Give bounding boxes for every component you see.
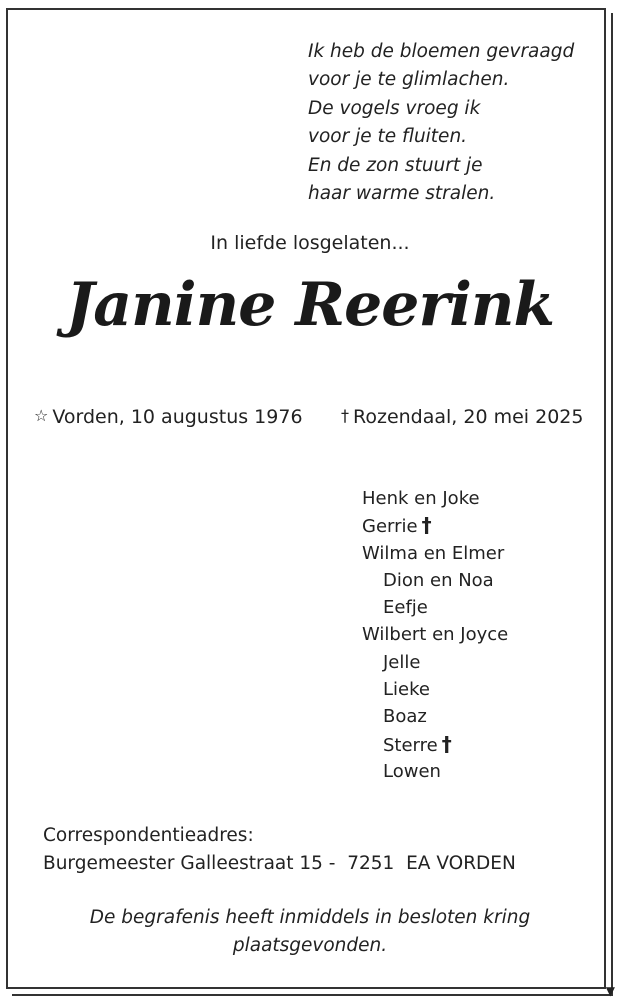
family-member bbox=[362, 567, 508, 594]
death-info bbox=[341, 406, 583, 428]
family-member bbox=[362, 621, 508, 648]
family-member bbox=[362, 512, 508, 539]
family-member bbox=[362, 703, 508, 730]
family-member-name: Lowen bbox=[383, 760, 441, 782]
poem-line: En de zon stuurt je bbox=[308, 154, 483, 176]
family-list bbox=[362, 485, 508, 785]
correspondence-label: Correspondentieadres: bbox=[43, 825, 254, 846]
family-member-name: Henk en Joke bbox=[362, 488, 480, 509]
family-member-name: Eefje bbox=[383, 597, 428, 619]
poem-line: haar warme stralen. bbox=[308, 183, 496, 205]
poem-line: voor je te fluiten. bbox=[308, 126, 468, 148]
family-member-name: Jelle bbox=[383, 651, 421, 673]
cross-icon: † bbox=[421, 513, 432, 538]
correspondence-block bbox=[43, 822, 516, 878]
family-member bbox=[362, 649, 508, 676]
cross-icon: † bbox=[441, 731, 452, 756]
family-member-name: Wilbert en Joyce bbox=[362, 624, 509, 646]
family-member bbox=[362, 731, 508, 758]
star-icon: ☆ bbox=[34, 406, 49, 425]
poem bbox=[308, 38, 574, 208]
funeral-note bbox=[0, 904, 620, 960]
deceased-name: Janine Reerink bbox=[65, 270, 555, 340]
funeral-note-line: De begrafenis heeft inmiddels in besloten kring bbox=[89, 907, 531, 928]
family-member-name: Lieke bbox=[383, 679, 430, 701]
family-member bbox=[362, 594, 508, 621]
family-member bbox=[362, 485, 508, 512]
intro-text: In liefde losgelaten... bbox=[210, 232, 410, 254]
family-member bbox=[362, 758, 508, 785]
birth-text: Vorden, 10 augustus 1976 bbox=[52, 406, 303, 428]
poem-line: De vogels vroeg ik bbox=[308, 97, 481, 119]
poem-line: Ik heb de bloemen gevraagd bbox=[308, 41, 575, 62]
family-member-name: Gerrie bbox=[362, 516, 418, 538]
family-member bbox=[362, 676, 508, 703]
death-text: Rozendaal, 20 mei 2025 bbox=[353, 406, 584, 428]
poem-line: voor je te glimlachen. bbox=[308, 69, 510, 91]
funeral-note-line: plaatsgevonden. bbox=[232, 935, 388, 956]
family-member-name: Boaz bbox=[383, 706, 427, 728]
family-member-name: Wilma en Elmer bbox=[362, 542, 505, 564]
corner-arrow-icon: ▼ bbox=[605, 984, 615, 998]
birth-info bbox=[34, 406, 303, 428]
family-member bbox=[362, 540, 508, 567]
correspondence-address: Burgemeester Galleestraat 15 - 7251 EA VORDEN bbox=[43, 853, 516, 874]
cross-icon: † bbox=[341, 406, 349, 425]
family-member-name: Sterre bbox=[383, 734, 438, 756]
family-member-name: Dion en Noa bbox=[383, 569, 494, 591]
